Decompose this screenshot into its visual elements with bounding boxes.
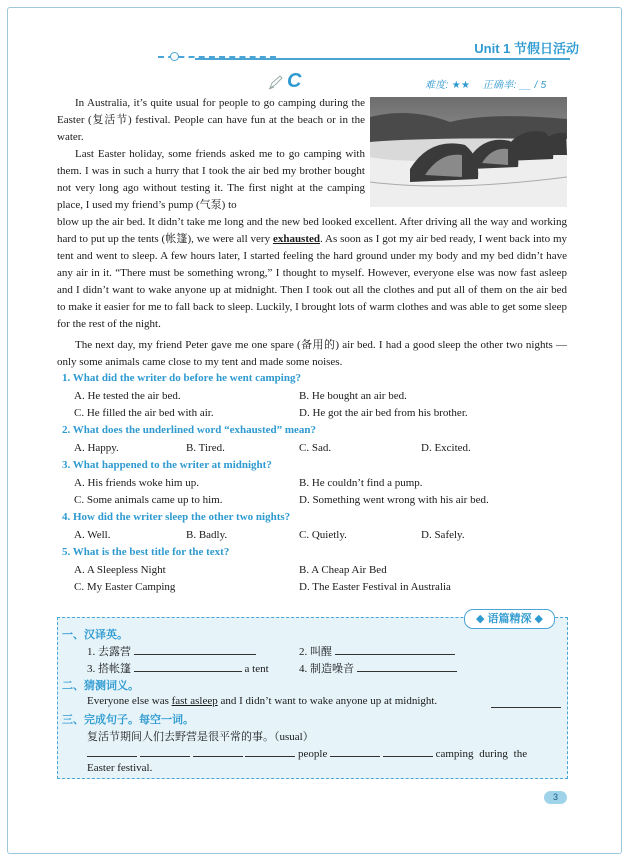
translate-blank-4[interactable] [357,660,457,672]
q3-option-a[interactable]: A. His friends woke him up. [74,477,199,489]
translate-item-1-text: 1. 去露营 [87,646,131,658]
exhausted-word: exhausted [272,233,320,245]
q4-option-c[interactable]: C. Quietly. [299,529,347,541]
translate-blank-2[interactable] [335,643,455,655]
complete-end: Easter festival. [87,762,153,774]
passage-p3-rest: . As soon as I got my air bed ready, I went back into my tent and went to sleep. A few hours later, I started feeling the hard ground under my body and my bed didn’t have any air in it. “There must be something wrong,” I thought to myself. However, everyone else was now fast asleep and I didn’t want to wake anyone up at midnight. Then I took out all the clothes and put all of them on the air bed to make it easier for me to fall back to sleep. Luckily, I brought lots of warm clothes and was able to get some sleep for the rest of the night. [57,233,568,330]
q3-option-d[interactable]: D. Something went wrong with his air bed. [299,494,489,506]
q2-option-d[interactable]: D. Excited. [421,442,471,454]
complete-blank-2[interactable] [140,745,190,757]
q4-option-a[interactable]: A. Well. [74,529,111,541]
difficulty-stars: ★★ [451,80,471,91]
translate-item-1 [87,643,256,659]
guess-answer-blank[interactable] [491,696,561,708]
q1-option-d[interactable]: D. He got the air bed from his brother. [299,407,468,419]
q2-option-c[interactable]: C. Sad. [299,442,332,454]
complete-blank-3[interactable] [193,745,243,757]
translate-item-2-text: 2. 叫醒 [299,646,332,658]
guess-sentence [87,695,437,707]
section-complete-title: 三、完成句子。每空一词。 [62,714,194,726]
unit-title: Unit 1 节假日活动 [474,41,579,56]
section-translate-title: 一、汉译英。 [62,629,128,641]
q4-option-b[interactable]: B. Badly. [186,529,228,541]
complete-blank-1[interactable] [87,745,137,757]
passage-paragraph-4: The next day, my friend Peter gave me one spare (备用的) air bed. I had a good sleep the other two nights — only some animals came close to my tent and made some noises. [57,339,567,368]
guess-sentence-end: and I didn’t want to wake anyone up at midnight. [217,695,438,707]
complete-sentence [87,745,562,760]
q3-option-c[interactable]: C. Some animals came up to him. [74,494,223,506]
translate-item-4 [299,660,457,676]
difficulty-label: 难度: [425,80,449,91]
q1-option-c[interactable]: C. He filled the air bed with air. [74,407,214,419]
complete-blank-6[interactable] [383,745,433,757]
translate-item-3-text: 3. 搭帐篷 [87,663,131,675]
question-3: 3. What happened to the writer at midnight? [62,459,272,471]
q5-option-a[interactable]: A. A Sleepless Night [74,564,166,576]
translate-item-3 [87,660,269,676]
guess-phrase: fast asleep [171,695,218,707]
passage-paragraph-2: Last Easter holiday, some friends asked me to go camping with them. I was in such a hurry that I took the air bed my brother bought not very long ago without testing it. The first night at the camping place, I used my friend’s pump (气泵) to [57,148,365,211]
accuracy-value: __ / 5 [519,80,547,91]
complete-chinese: 复活节期间人们去野营是很平常的事。（usual） [87,731,314,743]
q1-option-b[interactable]: B. He bought an air bed. [299,390,407,402]
q3-option-b[interactable]: B. He couldn’t find a pump. [299,477,423,489]
q5-option-d[interactable]: D. The Easter Festival in Australia [299,581,451,593]
complete-blank-4[interactable] [245,745,295,757]
question-5: 5. What is the best title for the text? [62,546,230,558]
passage-paragraph-3 [57,214,567,333]
practice-tab: ◆ 语篇精深 ◆ [464,609,555,629]
translate-blank-1[interactable] [134,643,256,655]
complete-blank-5[interactable] [330,745,380,757]
question-4: 4. How did the writer sleep the other two nights? [62,511,291,523]
q2-option-b[interactable]: B. Tired. [186,442,225,454]
q5-option-c[interactable]: C. My Easter Camping [74,581,176,593]
q1-option-a[interactable]: A. He tested the air bed. [74,390,181,402]
q5-option-b[interactable]: B. A Cheap Air Bed [299,564,387,576]
question-1: 1. What did the writer do before he went camping? [62,372,301,384]
section-letter: C [287,70,302,92]
accuracy-label: 正确率: [482,80,517,91]
passage-paragraph-1: In Australia, it’s quite usual for people to go camping during the Easter (复活节) festival. People can have fun at the beach or in the water. [57,97,365,143]
q4-option-d[interactable]: D. Safely. [421,529,465,541]
complete-word-people: people [298,748,328,760]
difficulty-bar [425,76,547,91]
passage-p3-start: blow up the air bed. It didn’t take me long and the new bed looked excellent. After driving all the way and working hard to put up the tents (帐篷), we were all very [57,216,567,245]
practice-tab-title: 语篇精深 [487,613,532,625]
translate-blank-3[interactable] [134,660,242,672]
pen-icon [268,74,284,90]
question-2: 2. What does the underlined word “exhausted” mean? [62,424,317,436]
section-guess-title: 二、猜测词义。 [62,680,139,692]
header-line [195,58,570,60]
header-circle-decoration [170,52,179,61]
translate-item-3-suffix: a tent [244,663,269,675]
guess-sentence-start: Everyone else was [87,695,172,707]
page-number: 3 [544,791,567,804]
translate-item-2 [299,643,455,659]
complete-word-camping: camping during the [435,748,528,760]
q2-option-a[interactable]: A. Happy. [74,442,119,454]
camping-tents-photo [370,97,567,207]
translate-item-4-text: 4. 制造噪音 [299,663,354,675]
